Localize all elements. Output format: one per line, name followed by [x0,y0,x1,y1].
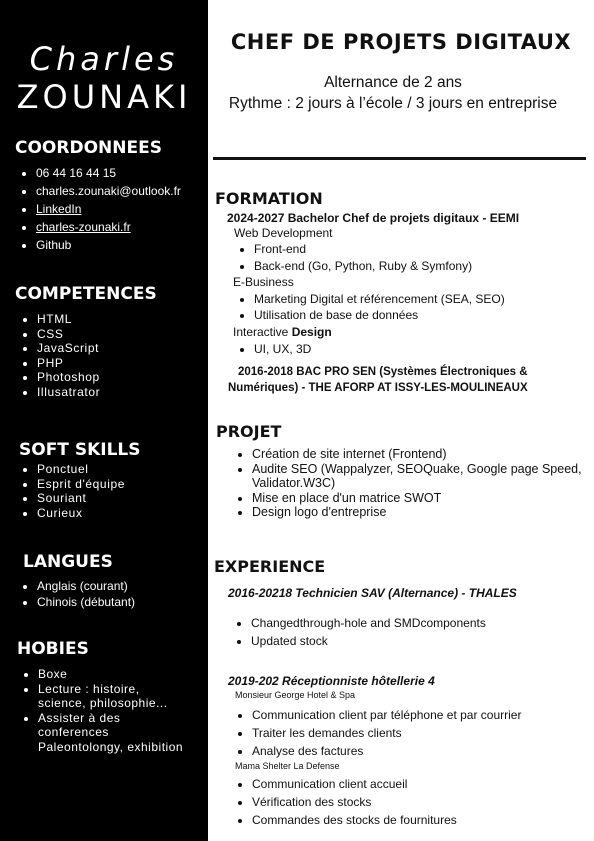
formation-group-1: Web Development [234,226,333,240]
contact-heading: COORDONNEES [15,138,162,158]
employer-2-list [236,775,457,829]
degree-2-line-2: Numériques) - THE AFORP AT ISSY-LES-MOULINEAUX [228,382,528,394]
list-item: • Audite SEO (Wappalyzer, SEOQuake, Google page Speed, Validator.W3C) [252,462,594,491]
job-title: CHEF DE PROJETS DIGITAUX [230,30,572,54]
soft-skills-list [23,462,207,520]
contact-list [22,164,181,254]
job-1-list [235,614,486,650]
list-item: • Updated stock [251,632,486,650]
skill-item: • Illusatrator [37,385,207,400]
employer-2: Mama Shelter La Defense [235,761,340,771]
degree-1: 2024-2027 Bachelor Chef de projets digitaux - EEMI [227,211,520,225]
phone-number: • 06 44 16 44 15 [36,164,181,182]
skill-item: • Photoshop [37,370,207,385]
formation-group-2: E-Business [233,275,294,289]
projet-list [236,447,594,520]
languages-list [23,578,207,610]
languages-heading: LANGUES [23,552,113,572]
list-item: • Changedthrough-hole and SMDcomponents [251,614,486,632]
group-3-prefix: Interactive [233,325,292,339]
hobby-item: • Boxe [38,667,188,682]
skill-item: • PHP [37,356,207,371]
language-item: • Anglais (courant) [37,578,207,594]
soft-skill-item: • Ponctuel [37,462,207,477]
skills-heading: COMPETENCES [15,284,157,304]
list-item: • Analyse des factures [252,742,521,760]
experience-heading: EXPERIENCE [214,557,326,576]
list-item: • Création de site internet (Frontend) [252,447,594,462]
website-link[interactable]: • charles-zounaki.fr [36,218,181,236]
list-item: • Traiter les demandes clients [252,724,521,742]
list-item: • Communication client par téléphone et par courrier [252,706,521,724]
skills-list [23,312,207,399]
formation-group-3 [233,325,332,339]
list-item: • Vérification des stocks [252,793,457,811]
employer-1: Monsieur George Hotel & Spa [235,690,356,700]
first-name: Charles [29,40,179,78]
last-name: ZOUNAKI [16,78,192,116]
subtitle [208,72,578,114]
formation-heading: FORMATION [215,189,323,208]
list-item: • Utilisation de base de données [254,307,505,323]
linkedin-link[interactable]: • LinkedIn [36,200,181,218]
hobby-item: • Lecture : histoire, science, philosophie... [38,682,188,711]
list-item: • Front-end [254,241,472,258]
formation-group-2-list [238,291,505,323]
projet-heading: PROJET [216,422,282,441]
skill-item: • HTML [37,312,207,327]
hobbies-list [24,667,188,754]
formation-group-3-list [238,341,311,357]
email-link[interactable]: • charles.zounaki@outlook.fr [36,182,181,200]
language-item: • Chinois (débutant) [37,594,207,610]
hobby-item: • Assister à des conferences Paleontolongy, exhibition [38,711,188,755]
soft-skill-item: • Souriant [37,491,207,506]
group-3-bold: Design [291,325,332,339]
soft-skill-item: • Curieux [37,506,207,521]
github-link[interactable]: • Github [36,236,181,254]
subtitle-line: Alternance de 2 ans [324,74,462,91]
soft-skill-item: • Esprit d'équipe [37,477,207,492]
list-item: • UI, UX, 3D [254,341,311,357]
sidebar [0,0,208,841]
soft-skills-heading: SOFT SKILLS [19,440,141,460]
employer-1-list [236,706,521,760]
skill-item: • JavaScript [37,341,207,356]
list-item: • Communication client accueil [252,775,457,793]
list-item: • Design logo d'entreprise [252,505,594,520]
list-item: • Commandes des stocks de fournitures [252,811,457,829]
degree-2-line-1: 2016-2018 BAC PRO SEN (Systèmes Électroniques & [238,366,528,378]
subtitle-line: Rythme : 2 jours à l’école / 3 jours en entreprise [228,95,558,112]
formation-group-1-list [238,241,472,275]
hobbies-heading: HOBIES [17,639,89,659]
header-divider [213,157,586,160]
list-item: • Marketing Digital et référencement (SEA, SEO) [254,291,505,307]
job-2-title: 2019-202 Réceptionniste hôtellerie 4 [228,674,435,688]
list-item: • Mise en place d'un matrice SWOT [252,491,594,506]
list-item: • Back-end (Go, Python, Ruby & Symfony) [254,258,472,275]
job-1-title: 2016-20218 Technicien SAV (Alternance) - THALES [228,586,517,600]
skill-item: • CSS [37,327,207,342]
